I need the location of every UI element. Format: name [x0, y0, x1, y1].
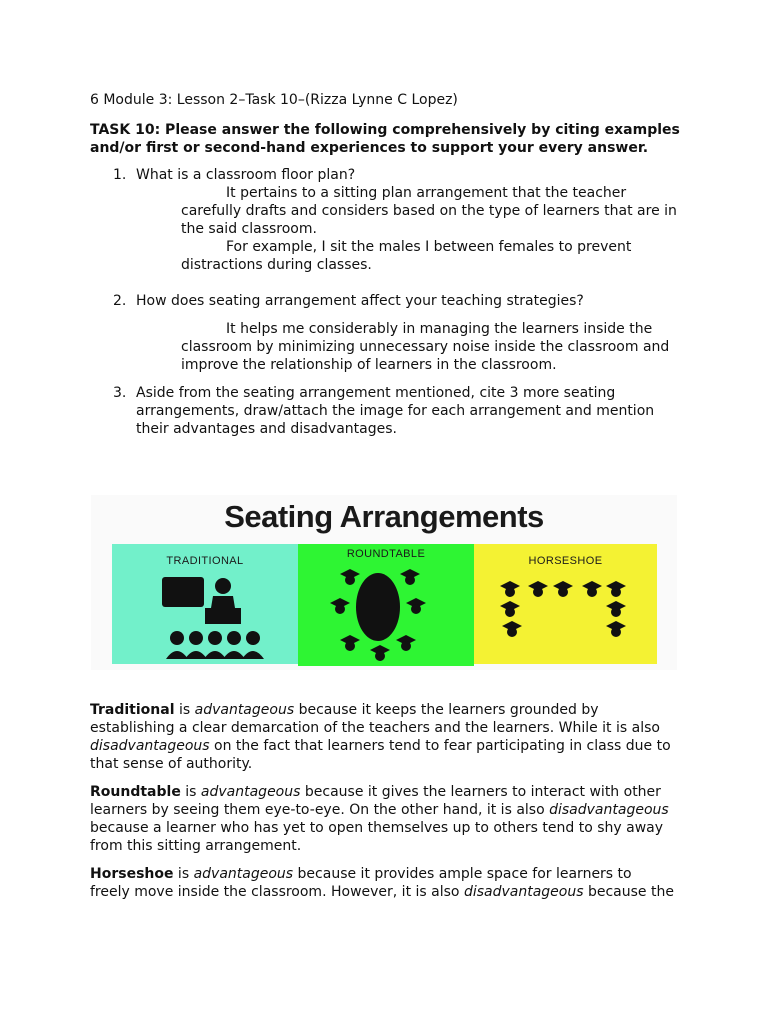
- document-header: 6 Module 3: Lesson 2–Task 10–(Rizza Lynne C Lopez): [90, 92, 458, 108]
- text: is: [173, 866, 194, 882]
- term: Horseshoe: [90, 866, 174, 882]
- text: because a learner who has yet to open themselves up to others tend to shy away from this sitting arrangement.: [90, 820, 664, 854]
- panel-label: TRADITIONAL: [166, 555, 244, 567]
- disadvantageous: disadvantageous: [549, 802, 669, 818]
- seating-arrangements-figure: [91, 495, 677, 670]
- panel-label: ROUNDTABLE: [346, 548, 426, 560]
- answer-1b: For example, I sit the males I between females to prevent distractions during classes.: [181, 239, 632, 273]
- question-number: 2.: [113, 293, 127, 309]
- horseshoe-icon: [474, 544, 657, 664]
- text: is: [180, 784, 201, 800]
- disadvantageous: disadvantageous: [463, 884, 584, 900]
- term: Traditional: [90, 702, 175, 718]
- paragraph-traditional: [90, 701, 675, 773]
- answer-2: It helps me considerably in managing the learners inside the classroom by minimizing unnecessary noise inside the classroom and improve the relationship of learners in the classroom.: [181, 321, 670, 373]
- advantageous: advantageous: [200, 784, 301, 800]
- figure-title: Seating Arrangements: [224, 499, 544, 534]
- advantageous: advantageous: [194, 702, 295, 718]
- panel-roundtable: [298, 544, 474, 666]
- term: Roundtable: [90, 784, 181, 800]
- text: because it keeps the learners grounded by establishing a clear demarcation of the teachers and the learners. While it is also: [90, 702, 660, 736]
- text: on the fact that learners tend to fear participating in class due to that sense of authority.: [90, 738, 671, 772]
- question-text: Aside from the seating arrangement mentioned, cite 3 more seating arrangements, draw/attach the image for each arrangement and mention their advantages and disadvantages.: [136, 385, 655, 437]
- panel-label: HORSESHOE: [528, 555, 603, 567]
- paragraph-roundtable: [90, 783, 675, 855]
- question-text: What is a classroom floor plan?: [136, 167, 356, 183]
- question-text: How does seating arrangement affect your teaching strategies?: [136, 293, 584, 309]
- question-number: 3.: [113, 385, 127, 401]
- teacher-and-students-icon: [112, 544, 298, 664]
- text: because the: [583, 884, 674, 900]
- advantageous: advantageous: [193, 866, 294, 882]
- panel-traditional: [112, 544, 298, 664]
- text: because it gives the learners to interact with other learners by seeing them eye-to-eye. On the other hand, it is also: [90, 784, 661, 818]
- panel-horseshoe: [474, 544, 657, 664]
- question-number: 1.: [113, 167, 127, 183]
- task-instructions: TASK 10: Please answer the following comprehensively by citing examples and/or first or second-hand experiences to support your every answer.: [90, 122, 680, 156]
- text: because it provides ample space for learners to freely move inside the classroom. However, it is also: [90, 866, 632, 900]
- round-table-icon: [298, 544, 474, 666]
- paragraph-horseshoe: [90, 865, 675, 901]
- text: is: [174, 702, 195, 718]
- disadvantageous: disadvantageous: [90, 738, 210, 754]
- answer-1a: It pertains to a sitting plan arrangement that the teacher carefully drafts and considers based on the type of learners that are in the said classroom.: [181, 185, 677, 237]
